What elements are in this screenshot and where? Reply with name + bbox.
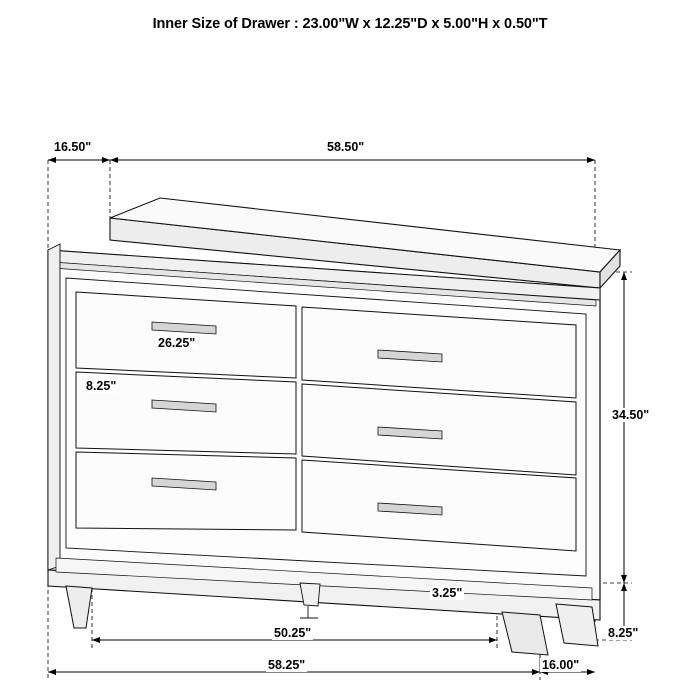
dim-leg-height-right: 8.25" <box>608 626 639 640</box>
dim-depth-bottom: 16.00" <box>542 658 580 672</box>
dim-leg-clearance: 3.25" <box>432 586 463 600</box>
page-title: Inner Size of Drawer : 23.00"W x 12.25"D x 5.00"H x 0.50"T <box>152 16 548 32</box>
dim-drawer-width: 26.25" <box>158 336 196 350</box>
dim-overall-width-bottom: 58.25" <box>268 658 306 672</box>
dim-inner-width-bottom: 50.25" <box>274 626 312 640</box>
dresser-illustration <box>48 198 620 655</box>
dim-depth-top: 16.50" <box>54 140 92 154</box>
dim-width-top: 58.50" <box>327 140 365 154</box>
dim-height-right: 34.50" <box>612 408 650 422</box>
dim-drawer-height: 8.25" <box>86 379 117 393</box>
